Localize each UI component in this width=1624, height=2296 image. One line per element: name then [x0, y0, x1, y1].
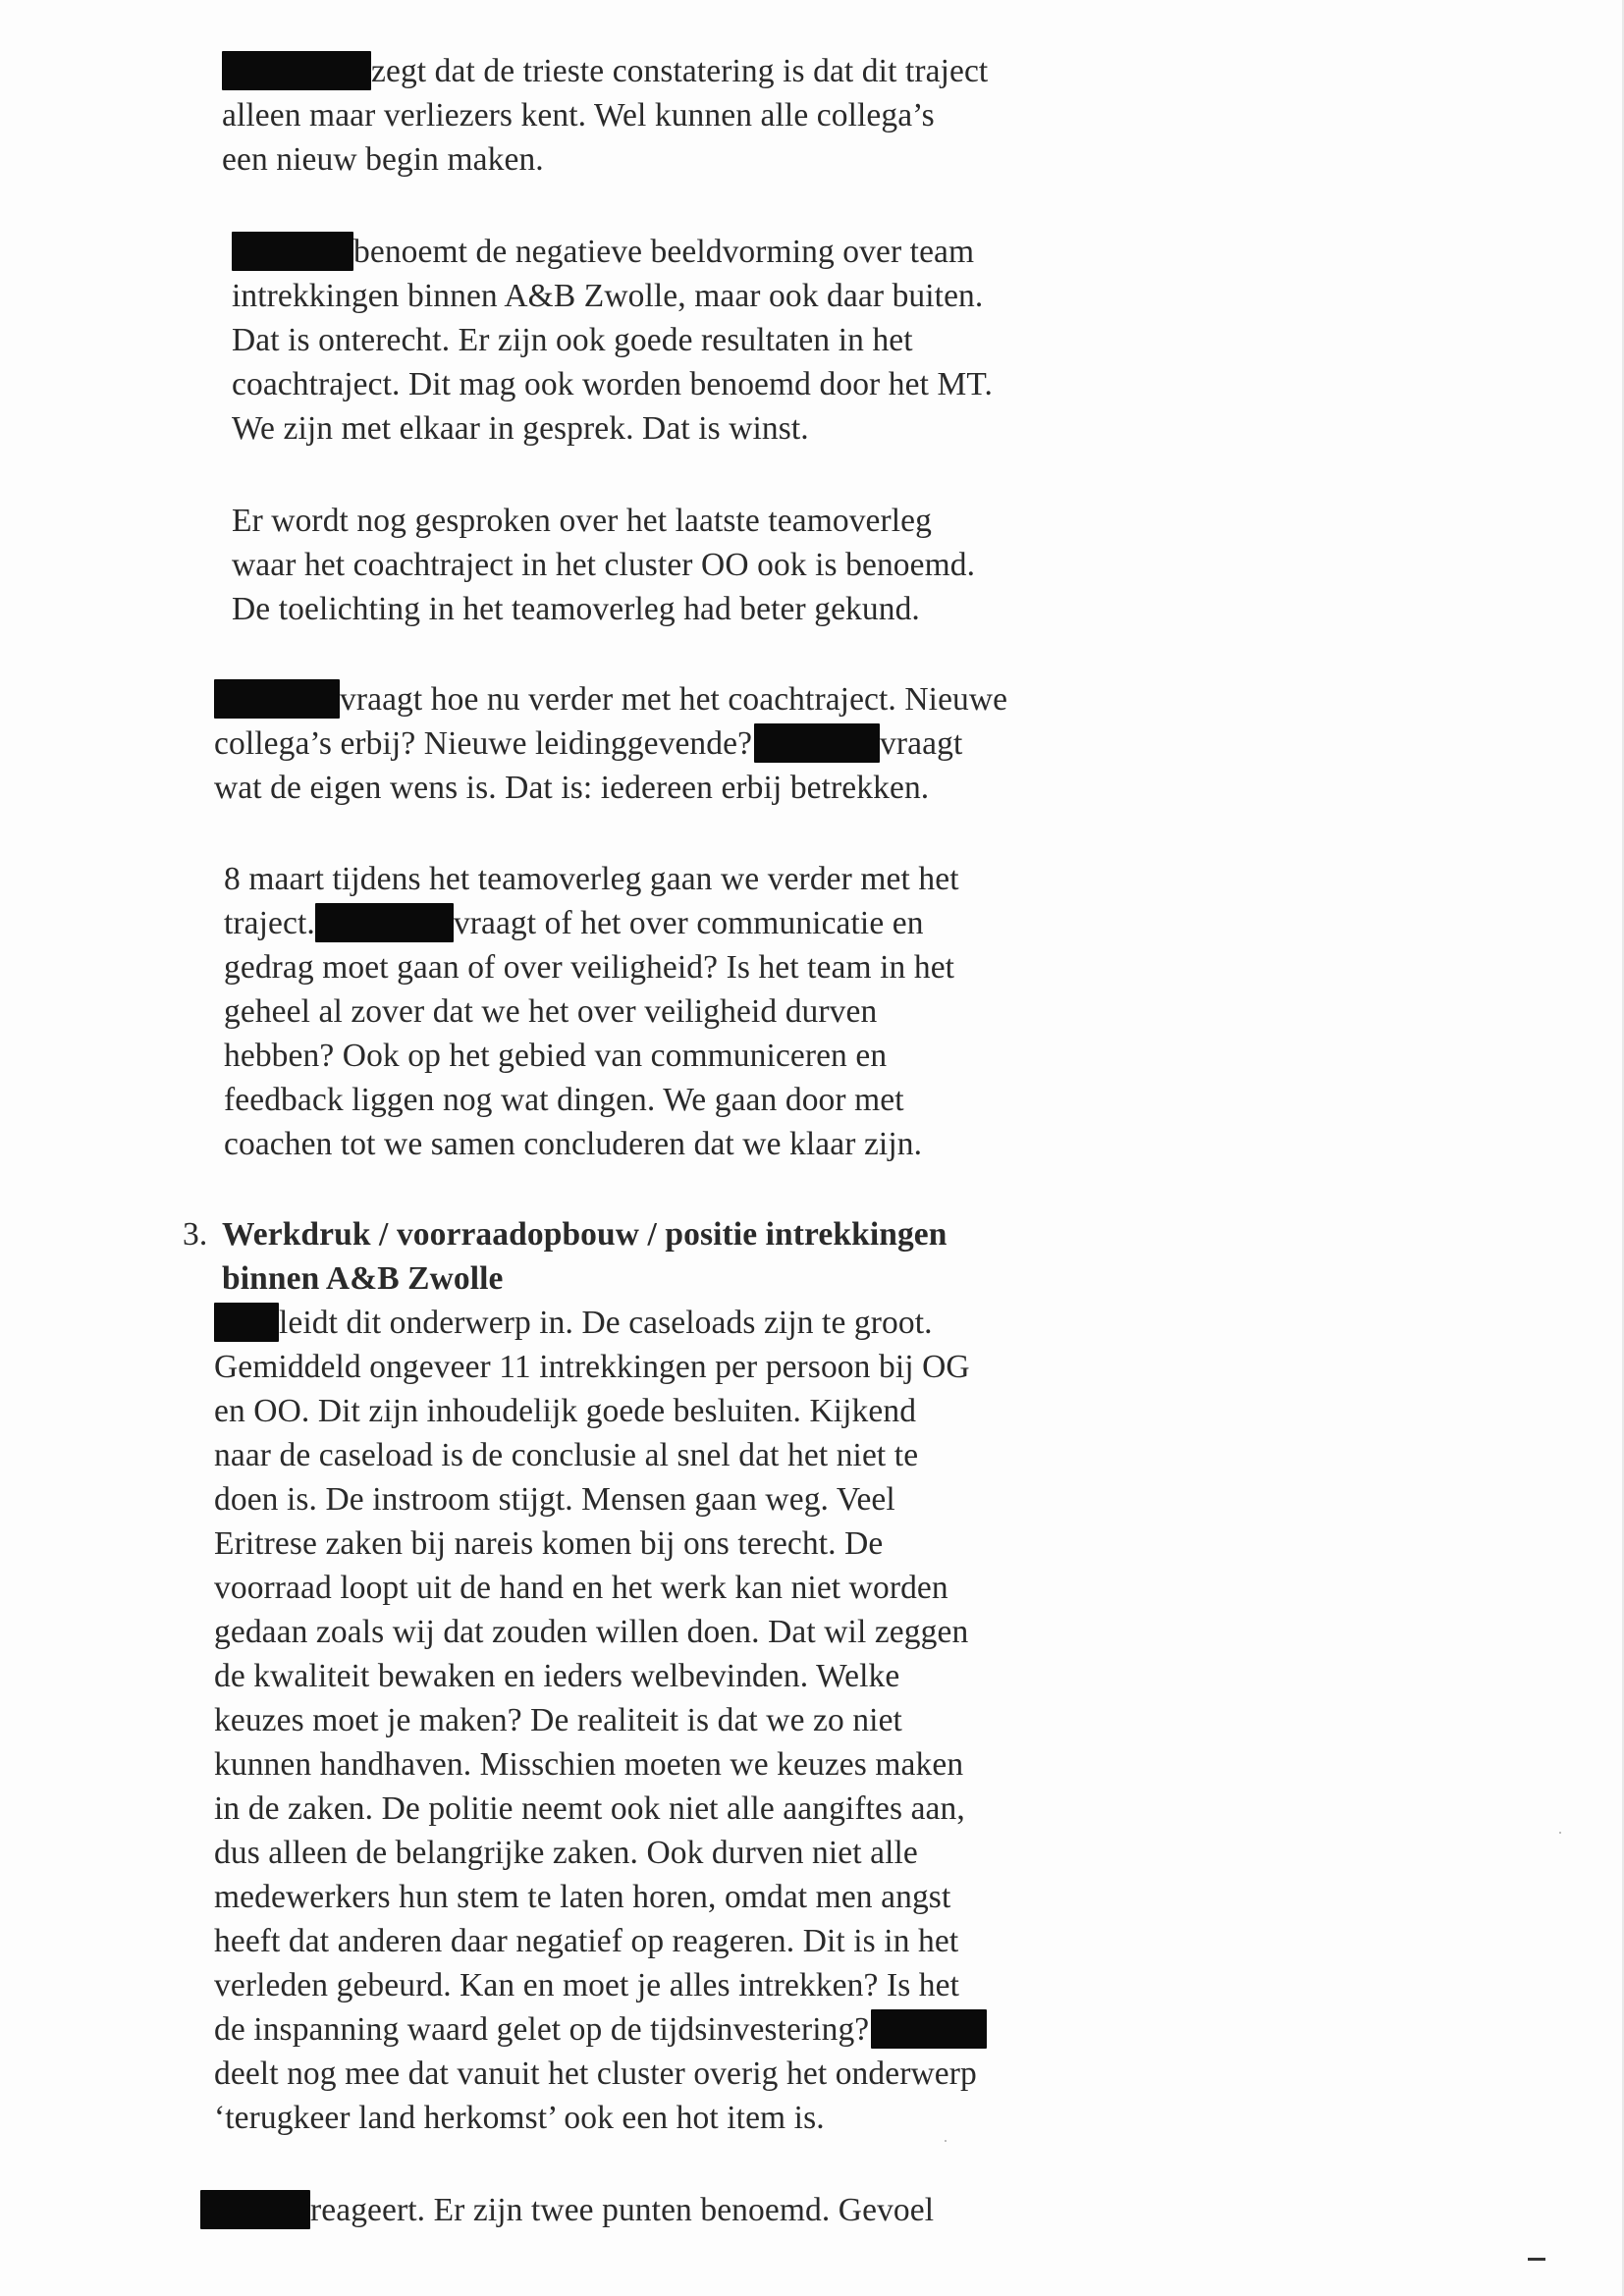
text-line: in de zaken. De politie neemt ook niet alle aangiftes aan,: [214, 1790, 965, 1827]
section-number: 3.: [183, 1216, 208, 1253]
text-line: coachtraject. Dit mag ook worden benoemd door het MT.: [232, 366, 993, 402]
text-line: vraagt hoe nu verder met het coachtraject. Nieuwe: [340, 681, 1008, 718]
redaction-block: [200, 2190, 310, 2229]
text-line: ‘terugkeer land herkomst’ ook een hot item is.: [214, 2100, 825, 2136]
text-line: dus alleen de belangrijke zaken. Ook durven niet alle: [214, 1835, 918, 1871]
text-line: medewerkers hun stem te laten horen, omdat men angst: [214, 1879, 951, 1915]
text-line: intrekkingen binnen A&B Zwolle, maar ook daar buiten.: [232, 278, 984, 314]
text-line: 8 maart tijdens het teamoverleg gaan we verder met het: [224, 861, 959, 897]
scan-speck: [945, 2140, 947, 2142]
redaction-block: [871, 2009, 987, 2049]
text-line: gedrag moet gaan of over veiligheid? Is het team in het: [224, 949, 955, 986]
text-line: benoemt de negatieve beeldvorming over team: [353, 234, 975, 270]
text-line: Gemiddeld ongeveer 11 intrekkingen per persoon bij OG: [214, 1349, 970, 1385]
heading-text: binnen A&B Zwolle: [222, 1260, 504, 1297]
text-line: gedaan zoals wij dat zouden willen doen. Dat wil zeggen: [214, 1614, 969, 1650]
text-line: alleen maar verliezers kent. Wel kunnen alle collega’s: [222, 97, 935, 133]
text-line: en OO. Dit zijn inhoudelijk goede besluiten. Kijkend: [214, 1393, 917, 1429]
text-line: De toelichting in het teamoverleg had beter gekund.: [232, 591, 920, 627]
text-line: We zijn met elkaar in gesprek. Dat is winst.: [232, 410, 809, 447]
text-line: doen is. De instroom stijgt. Mensen gaan weg. Veel: [214, 1481, 895, 1518]
section-3-heading: [183, 1212, 947, 1256]
section-3-body: [214, 1301, 987, 2140]
redaction-block: [754, 723, 880, 763]
text-line: collega’s erbij? Nieuwe leidinggevende?: [214, 725, 753, 762]
paragraph-3: [232, 499, 975, 631]
paragraph-2: [232, 230, 993, 451]
paragraph-4: [214, 677, 1007, 810]
text-line: reageert. Er zijn twee punten benoemd. Gevoel: [310, 2192, 935, 2228]
text-line: de kwaliteit bewaken en ieders welbevinden. Welke: [214, 1658, 900, 1694]
text-line: leidt dit onderwerp in. De caseloads zijn te groot.: [279, 1305, 933, 1341]
text-line: vraagt of het over communicatie en: [453, 905, 924, 941]
text-line: vraagt: [880, 725, 963, 762]
text-line: coachen tot we samen concluderen dat we klaar zijn.: [224, 1126, 923, 1162]
paragraph-6: [200, 2188, 934, 2232]
redaction-block: [214, 679, 340, 719]
margin-dash-mark: [1528, 2258, 1545, 2261]
scan-speck: [1559, 1832, 1561, 1834]
text-line: hebben? Ook op het gebied van communiceren en: [224, 1038, 888, 1074]
text-line: kunnen handhaven. Misschien moeten we keuzes maken: [214, 1746, 964, 1783]
redaction-block: [315, 903, 454, 942]
heading-text: Werkdruk / voorraadopbouw / positie intrekkingen: [222, 1216, 947, 1253]
text-line: Dat is onterecht. Er zijn ook goede resultaten in het: [232, 322, 913, 358]
text-line: zegt dat de trieste constatering is dat dit traject: [371, 53, 989, 89]
text-line: keuzes moet je maken? De realiteit is dat we zo niet: [214, 1702, 902, 1738]
text-line: heeft dat anderen daar negatief op reageren. Dit is in het: [214, 1923, 959, 1959]
text-line: waar het coachtraject in het cluster OO ook is benoemd.: [232, 547, 976, 583]
paragraph-1: [222, 49, 988, 182]
text-line: verleden gebeurd. Kan en moet je alles intrekken? Is het: [214, 1967, 960, 2003]
redaction-block: [232, 232, 353, 271]
text-line: Eritrese zaken bij nareis komen bij ons terecht. De: [214, 1525, 884, 1562]
redaction-block: [222, 51, 371, 90]
text-line: naar de caseload is de conclusie al snel dat het niet te: [214, 1437, 919, 1473]
redaction-block: [214, 1303, 279, 1342]
text-line: een nieuw begin maken.: [222, 141, 544, 178]
text-line: de inspanning waard gelet op de tijdsinvestering?: [214, 2011, 870, 2048]
text-line: geheel al zover dat we het over veiligheid durven: [224, 993, 878, 1030]
section-3-heading-cont: [222, 1256, 504, 1301]
text-line: deelt nog mee dat vanuit het cluster overig het onderwerp: [214, 2056, 977, 2092]
text-line: feedback liggen nog wat dingen. We gaan door met: [224, 1082, 904, 1118]
text-line: Er wordt nog gesproken over het laatste teamoverleg: [232, 503, 932, 539]
text-line: traject.: [224, 905, 315, 941]
text-line: wat de eigen wens is. Dat is: iedereen erbij betrekken.: [214, 770, 930, 806]
text-line: voorraad loopt uit de hand en het werk kan niet worden: [214, 1570, 948, 1606]
paragraph-5: [224, 857, 959, 1166]
